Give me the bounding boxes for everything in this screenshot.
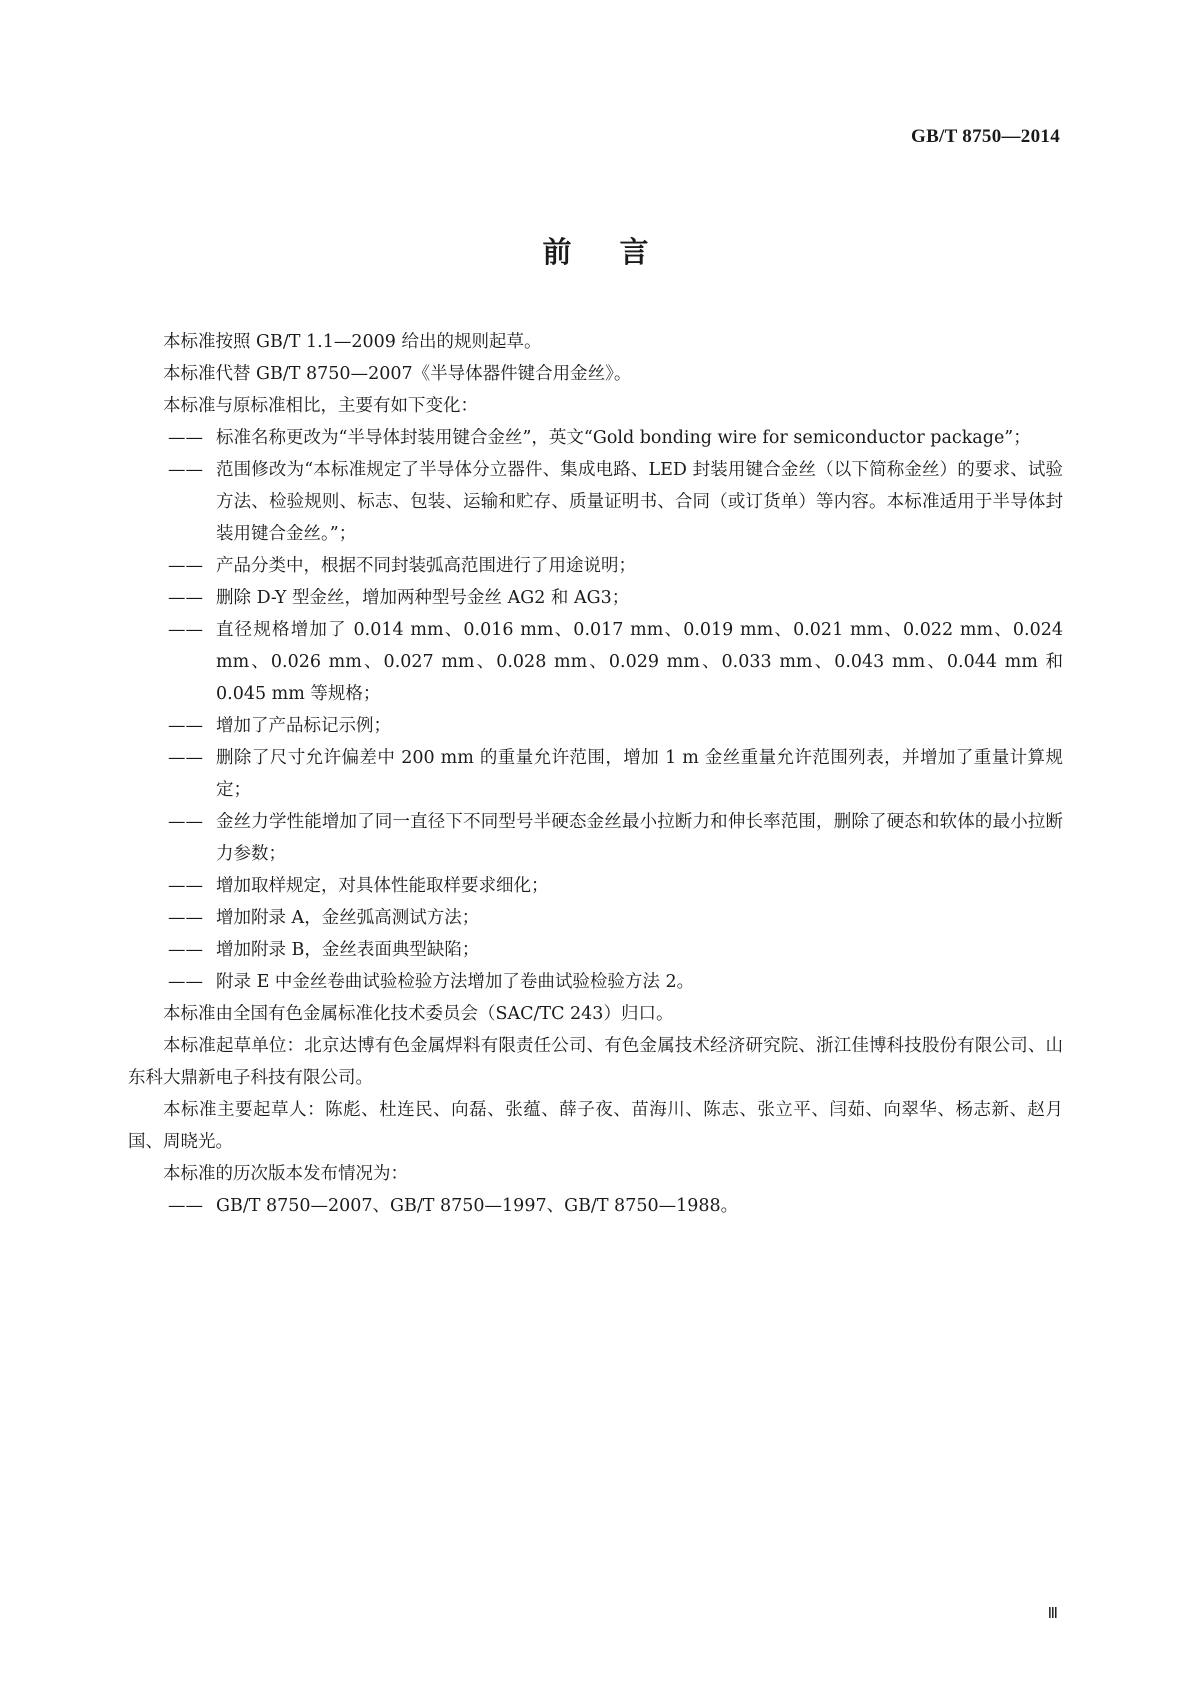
paragraph: 本标准按照 GB/T 1.1—2009 给出的规则起草。 — [163, 332, 542, 352]
dash-marker: —— — [168, 940, 203, 960]
change-text: 删除了尺寸允许偏差中 200 mm 的重量允许范围，增加 1 m 金丝重量允许范围列表，并增加了重量计算规定； — [216, 748, 1063, 800]
history-text: GB/T 8750—2007、GB/T 8750—1997、GB/T 8750—1988。 — [216, 1196, 739, 1216]
change-text: 增加取样规定，对具体性能取样要求细化； — [216, 876, 549, 896]
dash-marker: —— — [168, 748, 203, 768]
dash-marker: —— — [168, 908, 203, 928]
change-item — [128, 806, 1063, 870]
dash-marker: —— — [168, 812, 203, 832]
change-item — [128, 550, 1063, 582]
change-item — [128, 966, 1063, 998]
dash-marker: —— — [168, 1196, 203, 1216]
change-item — [128, 742, 1063, 806]
dash-marker: —— — [168, 620, 203, 640]
paragraph: 本标准与原标准相比，主要有如下变化： — [163, 396, 478, 416]
dash-marker: —— — [168, 716, 203, 736]
change-text: 增加附录 A，金丝弧高测试方法； — [216, 908, 480, 928]
paragraph: 本标准由全国有色金属标准化技术委员会（SAC/TC 243）归口。 — [163, 1004, 674, 1024]
change-text: 附录 E 中金丝卷曲试验检验方法增加了卷曲试验检验方法 2。 — [216, 972, 695, 992]
change-item — [128, 454, 1063, 550]
standard-code: GB/T 8750—2014 — [910, 126, 1060, 147]
dash-marker: —— — [168, 428, 203, 448]
change-text: 产品分类中，根据不同封装弧高范围进行了用途说明； — [216, 556, 636, 576]
page-title: 前言 — [542, 235, 697, 269]
change-text: 范围修改为“本标准规定了半导体分立器件、集成电路、LED 封装用键合金丝（以下简称金丝）的要求、试验方法、检验规则、标志、包装、运输和贮存、质量证明书、合同（或订货单）等内容。本标准适用于半导体封装用键合金丝。”； — [216, 460, 1063, 544]
paragraph: 本标准起草单位：北京达博有色金属焊料有限责任公司、有色金属技术经济研究院、浙江佳博科技股份有限公司、山东科大鼎新电子科技有限公司。 — [128, 1036, 1063, 1088]
dash-marker: —— — [168, 972, 203, 992]
paragraph: 本标准主要起草人：陈彪、杜连民、向磊、张蕴、薛子夜、苗海川、陈志、张立平、闫茹、向翠华、杨志新、赵月国、周晓光。 — [128, 1100, 1063, 1152]
change-text: 标准名称更改为“半导体封装用键合金丝”，英文“Gold bonding wire for semiconductor package”； — [216, 428, 1031, 448]
change-text: 增加了产品标记示例； — [216, 716, 391, 736]
paragraph: 本标准代替 GB/T 8750—2007《半导体器件键合用金丝》。 — [163, 364, 632, 384]
change-item — [128, 870, 1063, 902]
foreword-body — [128, 326, 1063, 1222]
change-item — [128, 614, 1063, 710]
history-item — [128, 1190, 1063, 1222]
change-text: 金丝力学性能增加了同一直径下不同型号半硬态金丝最小拉断力和伸长率范围，删除了硬态和软体的最小拉断力参数； — [216, 812, 1063, 864]
change-item — [128, 582, 1063, 614]
paragraph: 本标准的历次版本发布情况为： — [163, 1164, 408, 1184]
page-number: Ⅲ — [1047, 1606, 1058, 1622]
change-text: 直径规格增加了 0.014 mm、0.016 mm、0.017 mm、0.019 mm、0.021 mm、0.022 mm、0.024 mm、0.026 mm、0.027 mm、0.028 mm、0.029 mm、0.033 mm、0.043 mm、0.044 mm 和 0.045 mm 等规格； — [216, 620, 1063, 704]
change-text: 删除 D-Y 型金丝，增加两种型号金丝 AG2 和 AG3； — [216, 588, 630, 608]
change-item — [128, 710, 1063, 742]
change-text: 增加附录 B，金丝表面典型缺陷； — [216, 940, 480, 960]
dash-marker: —— — [168, 460, 203, 480]
change-item — [128, 934, 1063, 966]
dash-marker: —— — [168, 876, 203, 896]
dash-marker: —— — [168, 588, 203, 608]
change-item — [128, 422, 1063, 454]
change-item — [128, 902, 1063, 934]
dash-marker: —— — [168, 556, 203, 576]
